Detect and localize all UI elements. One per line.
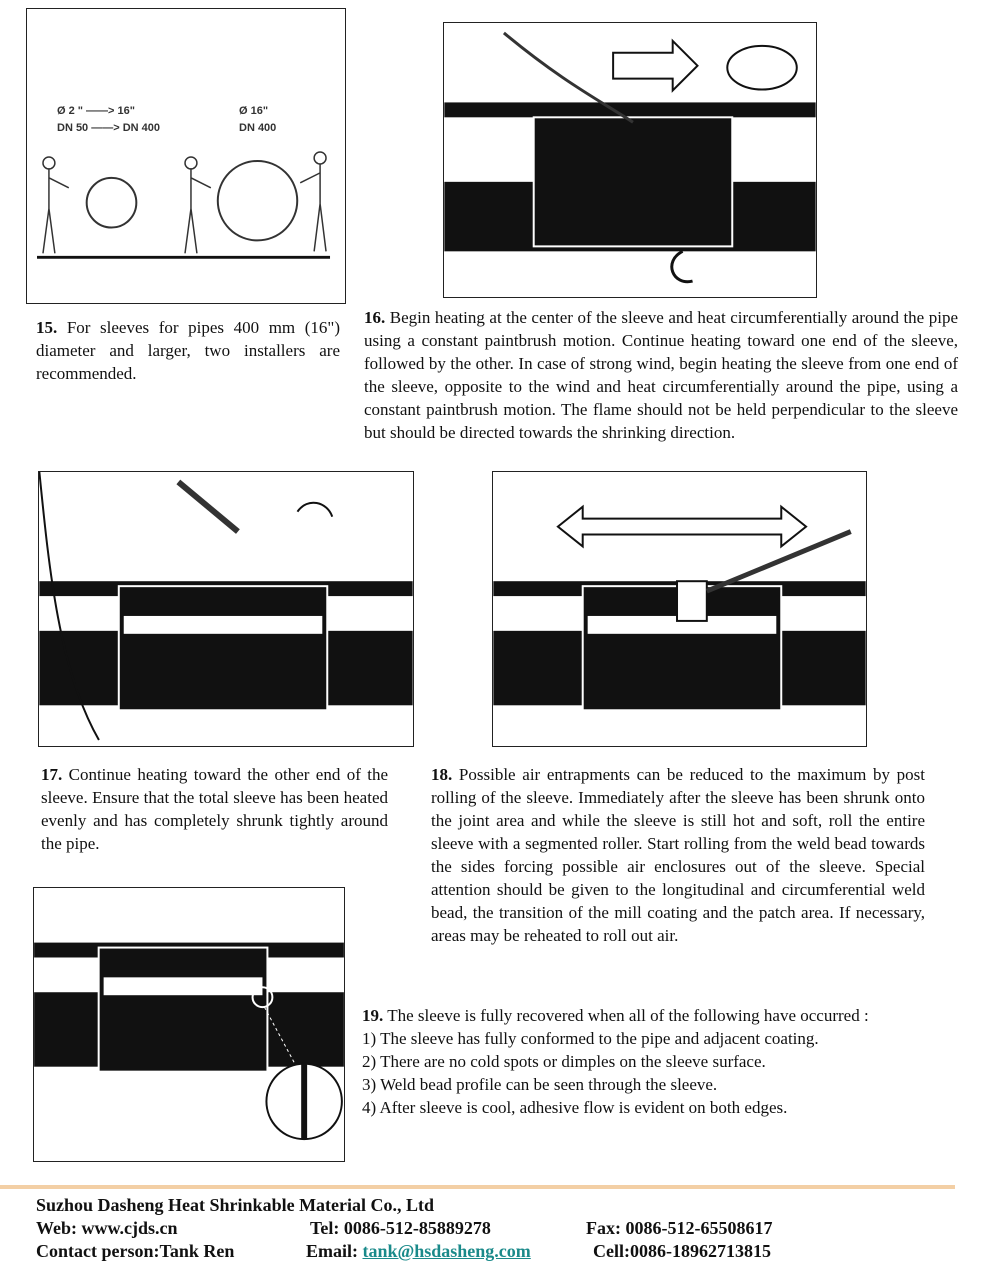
figure-17-illustration <box>38 471 414 747</box>
footer-divider <box>0 1185 955 1189</box>
step-number: 19. <box>362 1006 384 1025</box>
criteria-item: 3) Weld bead profile can be seen through the sleeve. <box>362 1075 718 1094</box>
dn-label: DN 400 <box>239 122 277 134</box>
step-number: 16. <box>364 308 386 327</box>
step-text: Begin heating at the center of the sleeve and heat circumferentially around the pipe using a constant paintbrush motion. Continue heating toward one end of the sleeve, followed by the other. In case of strong wind, begin heating the sleeve from one end of the sleeve, opposite to the wind and heat circumferentially around the pipe, using a constant paintbrush motion. The flame should not be held perpendicular to the sleeve but should be directed towards the shrinking direction. <box>364 308 958 442</box>
figure-15-illustration <box>26 8 346 304</box>
contact-person: Contact person:Tank Ren <box>36 1241 235 1261</box>
cell-phone: Cell:0086-18962713815 <box>593 1241 771 1261</box>
step-text: The sleeve is fully recovered when all of the following have occurred : <box>387 1006 869 1025</box>
diameter-label: Ø 16" <box>239 105 269 117</box>
step-number: 18. <box>431 765 453 784</box>
step-18-caption <box>431 763 925 947</box>
step-text: For sleeves for pipes 400 mm (16") diameter and larger, two installers are recommended. <box>36 318 341 383</box>
criteria-item: 4) After sleeve is cool, adhesive flow is evident on both edges. <box>362 1098 788 1117</box>
diameter-range-label: Ø 2 " ——> 16" <box>57 105 135 117</box>
criteria-item: 2) There are no cold spots or dimples on the sleeve surface. <box>362 1052 766 1071</box>
email-link[interactable]: tank@hsdasheng.com <box>362 1241 531 1261</box>
step-number: 17. <box>41 765 63 784</box>
telephone: Tel: 0086-512-85889278 <box>310 1218 491 1238</box>
step-19-caption <box>362 1004 952 1119</box>
email-line <box>306 1241 531 1262</box>
figure-16-illustration <box>443 22 817 298</box>
step-16-caption <box>364 306 958 444</box>
step-number: 15. <box>36 318 58 337</box>
step-17-caption <box>41 763 388 855</box>
dn-range-label: DN 50 ——> DN 400 <box>57 122 161 134</box>
figure-18-illustration <box>492 471 867 747</box>
fax: Fax: 0086-512-65508617 <box>586 1218 773 1238</box>
website: Web: www.cjds.cn <box>36 1218 178 1238</box>
criteria-item: 1) The sleeve has fully conformed to the pipe and adjacent coating. <box>362 1029 819 1048</box>
figure-19-illustration <box>33 887 345 1162</box>
step-text: Continue heating toward the other end of the sleeve. Ensure that the total sleeve has been heated evenly and has completely shrunk tightly around the pipe. <box>41 765 388 853</box>
company-name: Suzhou Dasheng Heat Shrinkable Material Co., Ltd <box>36 1195 435 1215</box>
step-15-caption <box>36 316 340 385</box>
email-label: Email: <box>306 1241 363 1261</box>
step-text: Possible air entrapments can be reduced to the maximum by post rolling of the sleeve. Immediately after the sleeve has been shrunk onto the joint area and while the sleeve is still hot and soft, roll the entire sleeve with a segmented roller. Start rolling from the weld bead towards the sides forcing possible air enclosures out of the sleeve. Special attention should be given to the longitudinal and circumferential weld bead, the transition of the mill coating and the patch area. If necessary, areas may be reheated to roll out air. <box>431 765 925 945</box>
